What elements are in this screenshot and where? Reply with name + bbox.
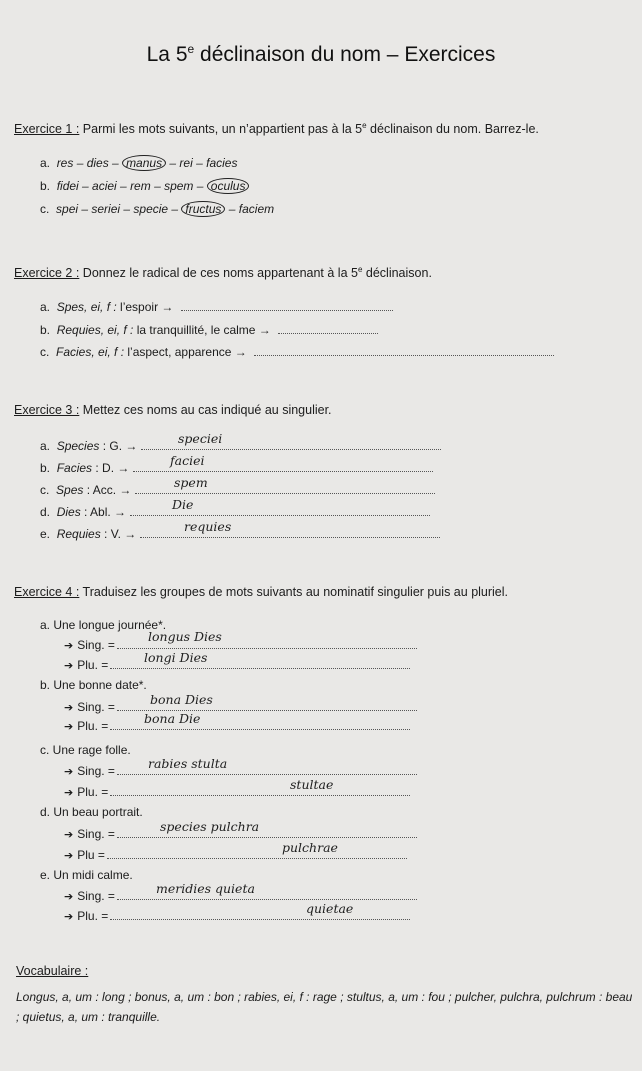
exercise-4-group-d-heading: d. Un beau portrait. [40, 805, 143, 819]
item-letter: b. [40, 461, 51, 475]
item-letter: a. [40, 156, 51, 170]
exercise-3-item-a [40, 437, 441, 453]
exercise-2-heading [14, 265, 432, 280]
answer-blank[interactable] [110, 783, 410, 796]
latin-word: Spes, ei, f : [56, 300, 117, 314]
item-letter: b. [40, 323, 51, 337]
exercise-2-instruction-end: déclinaison. [362, 266, 432, 281]
handwritten-answer: bona Dies [150, 692, 213, 707]
vocabulary-title: Vocabulaire : [16, 964, 89, 978]
exercise-4-group-b-heading: b. Une bonne date*. [40, 678, 147, 692]
exercise-4-heading [14, 585, 508, 599]
plu-label: Plu = [77, 848, 105, 862]
exercise-1-label: Exercice 1 : [14, 122, 80, 137]
title-text: La 5 [146, 43, 188, 66]
arrow-icon: ➔ [64, 829, 74, 841]
arrow-icon: ➔ [64, 721, 74, 733]
exercise-1-item-a [40, 156, 237, 170]
exercise-3-item-c [40, 481, 435, 497]
handwritten-answer: spem [174, 475, 208, 490]
exercise-3-label: Exercice 3 : [14, 403, 80, 417]
case-label: : Acc. → [83, 483, 132, 497]
handwritten-answer: requies [184, 519, 232, 534]
exercise-2-item-a [40, 298, 393, 314]
word-list-end: – faciem [225, 202, 275, 216]
handwritten-answer: stultae [290, 777, 334, 792]
meaning: la tranquillité, le calme → [133, 323, 271, 337]
latin-word: Dies [56, 505, 81, 519]
word-list: spei – seriei – specie – [56, 202, 182, 216]
exercise-4-group-c-plu [64, 783, 410, 799]
latin-word: Requies, ei, f : [56, 323, 134, 337]
case-label: : G. → [99, 439, 138, 453]
item-letter: c. [40, 202, 50, 216]
exercise-3-heading [14, 403, 332, 417]
handwritten-answer: quietae [306, 901, 354, 916]
sing-label: Sing. = [77, 700, 115, 714]
exercise-1-item-b [40, 179, 249, 193]
case-label: : V. → [100, 527, 137, 541]
vocabulary-text: Longus, a, um : long ; bonus, a, um : bon ; rabies, ei, f : rage ; stultus, a, um : fou ; pulcher, pulchra, pulchrum : beau ; quietus, a, um : tranquille. [16, 990, 633, 1024]
exercise-1-heading [14, 121, 539, 136]
exercise-1-instruction-end: déclinaison du nom. Barrez-le. [366, 122, 539, 137]
answer-blank[interactable] [278, 321, 378, 334]
handwritten-answer: faciei [170, 453, 205, 468]
exercise-4-group-e-plu [64, 907, 410, 923]
exercise-4-group-c-heading: c. Une rage folle. [40, 743, 131, 757]
meaning: l’espoir → [116, 300, 174, 314]
exercise-4-group-d-plu [64, 846, 407, 862]
handwritten-answer: speciei [178, 431, 223, 446]
exercise-4-label: Exercice 4 : [14, 585, 80, 599]
item-letter: a. [40, 439, 51, 453]
latin-word: Requies [56, 527, 101, 541]
exercise-4-group-a-plu [64, 656, 410, 672]
item-letter: c. [40, 345, 50, 359]
exercise-3-instruction: Mettez ces noms au cas indiqué au singulier. [79, 403, 332, 417]
plu-label: Plu. = [77, 785, 109, 799]
circled-answer: oculus [207, 178, 250, 194]
arrow-icon: ➔ [64, 891, 74, 903]
page-title [0, 42, 642, 67]
exercise-4-group-b-plu [64, 717, 410, 733]
handwritten-answer: rabies stulta [148, 756, 228, 771]
item-letter: a. [40, 300, 51, 314]
item-letter: b. [40, 179, 51, 193]
title-rest: déclinaison du nom – Exercices [194, 43, 496, 66]
exercise-2-item-b [40, 321, 378, 337]
plu-label: Plu. = [77, 719, 109, 733]
exercise-4-group-a-sing [64, 636, 417, 652]
exercise-3-item-b [40, 459, 433, 475]
exercise-1-sup: e [362, 121, 367, 130]
latin-word: Facies, ei, f : [56, 345, 125, 359]
circled-answer: fructus [181, 201, 225, 217]
handwritten-answer: bona Die [144, 711, 201, 726]
case-label: : Abl. → [80, 505, 127, 519]
answer-blank[interactable] [181, 298, 393, 311]
handwritten-answer: pulchrae [282, 840, 338, 855]
item-letter: d. [40, 505, 51, 519]
sing-label: Sing. = [77, 827, 115, 841]
item-letter: c. [40, 483, 50, 497]
exercise-2-sup: e [357, 265, 363, 274]
plu-label: Plu. = [77, 909, 109, 923]
handwritten-answer: Die [172, 497, 194, 512]
handwritten-answer: longi Dies [144, 650, 208, 665]
answer-blank[interactable] [107, 846, 407, 859]
word-list-end: – rei – facies [166, 156, 238, 170]
exercise-4-group-b-sing [64, 698, 417, 714]
arrow-icon: ➔ [64, 640, 74, 652]
arrow-icon: ➔ [64, 766, 74, 778]
word-list: fidei – aciei – rem – spem – [56, 179, 207, 193]
arrow-icon: ➔ [64, 911, 74, 923]
latin-word: Facies [56, 461, 93, 475]
arrow-icon: ➔ [64, 850, 74, 862]
exercise-4-group-e-heading: e. Un midi calme. [40, 868, 133, 882]
exercise-4-instruction: Traduisez les groupes de mots suivants au nominatif singulier puis au pluriel. [79, 585, 509, 599]
answer-blank[interactable] [110, 907, 410, 920]
meaning: l’aspect, apparence → [124, 345, 247, 359]
latin-word: Species [56, 439, 100, 453]
exercise-3-item-e [40, 525, 440, 541]
exercise-2-instruction: Donnez le radical de ces noms appartenant à la 5 [79, 266, 358, 281]
plu-label: Plu. = [77, 658, 109, 672]
word-list: res – dies – [56, 156, 123, 170]
handwritten-answer: meridies quieta [156, 881, 255, 896]
arrow-icon: ➔ [64, 702, 74, 714]
answer-blank[interactable] [254, 343, 554, 356]
exercise-4-group-c-sing [64, 762, 417, 778]
arrow-icon: ➔ [64, 660, 74, 672]
exercise-3-item-d [40, 503, 430, 519]
sing-label: Sing. = [77, 764, 115, 778]
circled-answer: manus [122, 155, 166, 171]
sing-label: Sing. = [77, 889, 115, 903]
arrow-icon: ➔ [64, 787, 74, 799]
latin-word: Spes [56, 483, 84, 497]
case-label: : D. → [92, 461, 130, 475]
item-letter: e. [40, 527, 51, 541]
exercise-2-label: Exercice 2 : [14, 266, 80, 281]
exercise-1-item-c [40, 202, 274, 216]
exercise-1-instruction: Parmi les mots suivants, un n’appartient pas à la 5 [79, 122, 363, 137]
handwritten-answer: longus Dies [148, 629, 222, 644]
sing-label: Sing. = [77, 638, 115, 652]
handwritten-answer: species pulchra [160, 819, 260, 834]
exercise-2-item-c [40, 343, 554, 359]
exercise-4-group-a-heading: a. Une longue journée*. [40, 618, 167, 632]
title-sup: e [187, 42, 195, 56]
